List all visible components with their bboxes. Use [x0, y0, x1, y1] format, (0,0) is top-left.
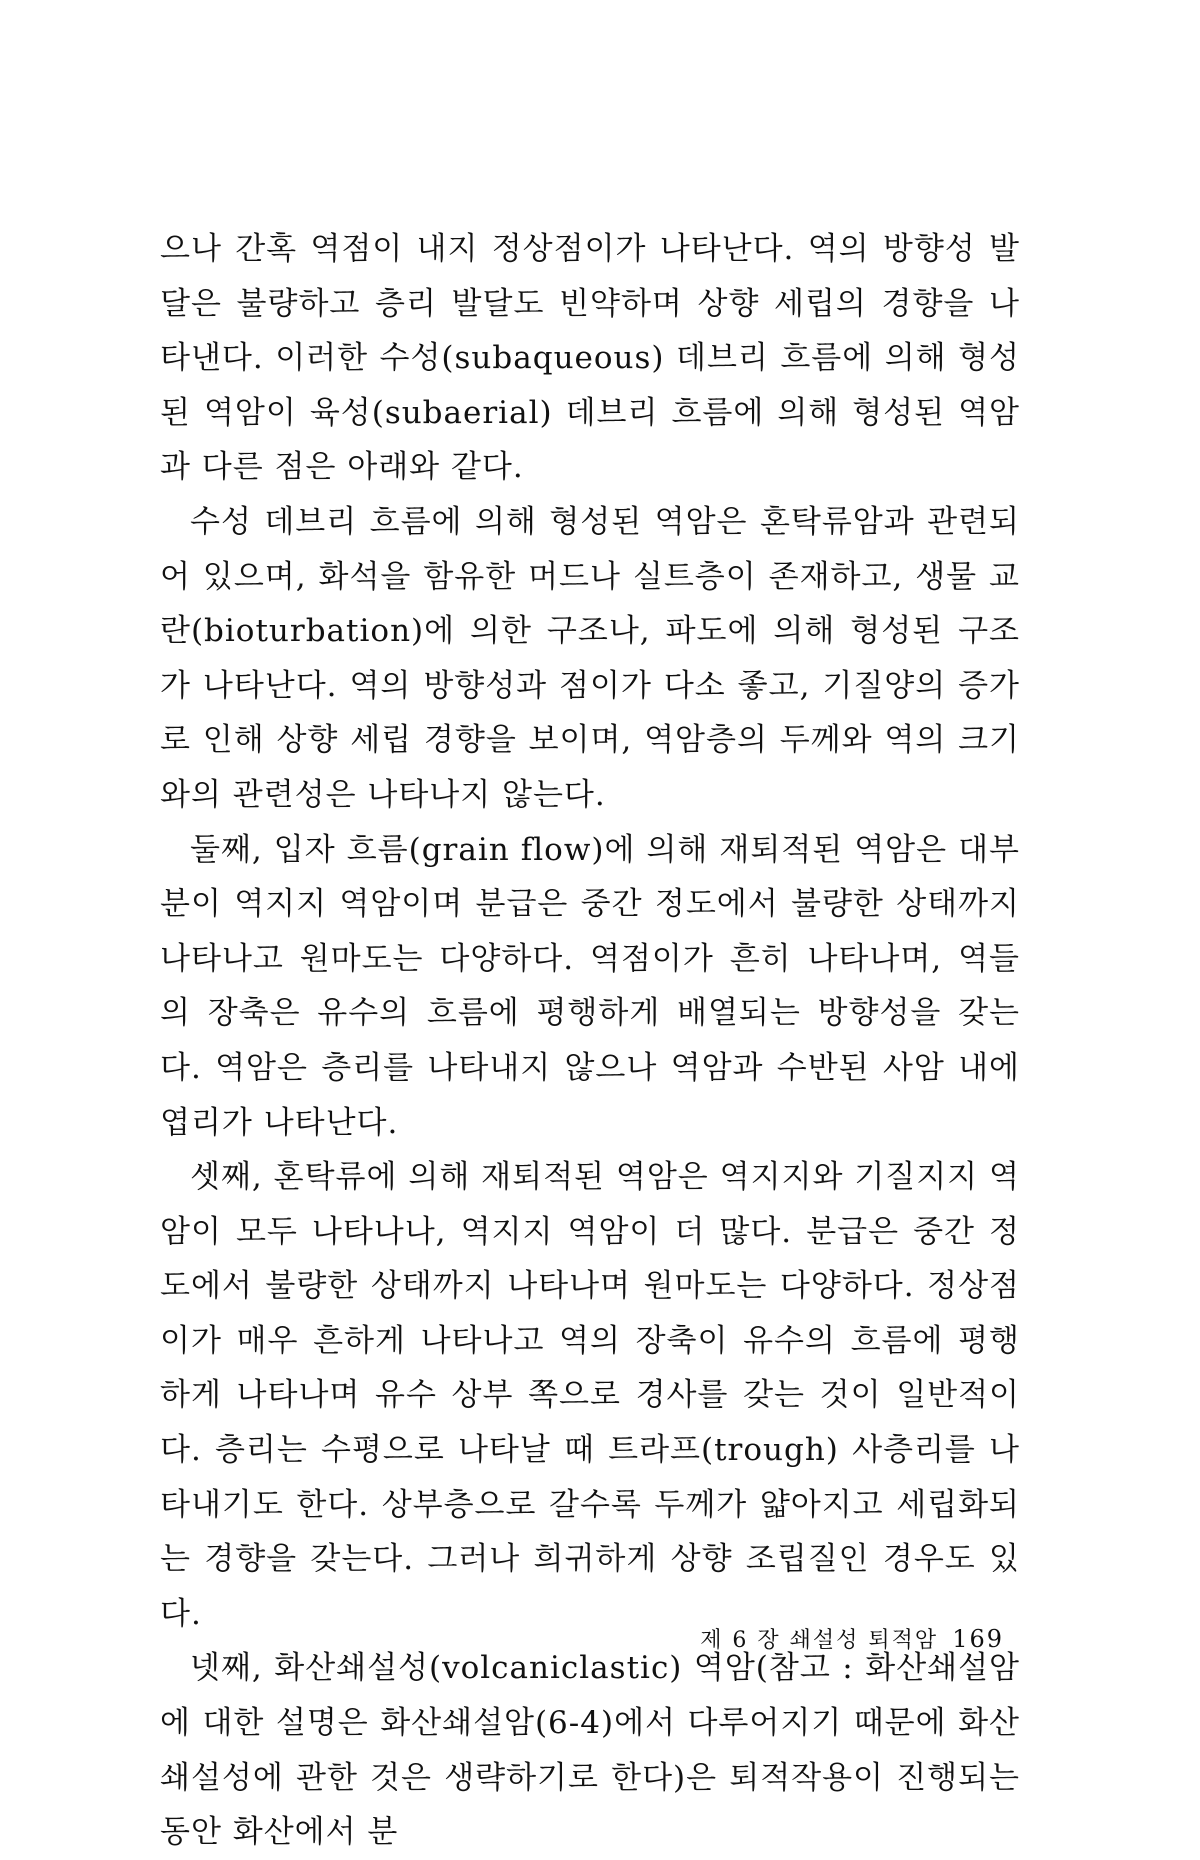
paragraph-3: 둘째, 입자 흐름(grain flow)에 의해 재퇴적된 역암은 대부분이 역지지 역암이며 분급은 중간 정도에서 불량한 상태까지 나타나고 원마도는 다양하다. 역점이가 흔히 나타나며, 역들의 장축은 유수의 흐름에 평행하게 배열되는 방향성을 갖는다. 역암은 층리를 나타내지 않으나 역암과 수반된 사암 내에 엽리가 나타난다. — [160, 831, 1020, 1141]
page-footer — [700, 1623, 1004, 1654]
paragraph-1: 으나 간혹 역점이 내지 정상점이가 나타난다. 역의 방향성 발달은 불량하고 층리 발달도 빈약하며 상향 세립의 경향을 나타낸다. 이러한 수성(subaqueous) 데브리 흐름에 의해 형성된 역암이 육성(subaerial) 데브리 흐름에 의해 형성된 역암과 다른 점은 아래와 같다. — [160, 231, 1020, 486]
main-text — [160, 222, 1020, 1860]
paragraph-4: 셋째, 혼탁류에 의해 재퇴적된 역암은 역지지와 기질지지 역암이 모두 나타나나, 역지지 역암이 더 많다. 분급은 중간 정도에서 불량한 상태까지 나타나며 원마도는 다양하다. 정상점이가 매우 흔하게 나타나고 역의 장축이 유수의 흐름에 평행하게 나타나며 유수 상부 쪽으로 경사를 갖는 것이 일반적이다. 층리는 수평으로 나타날 때 트라프(trough) 사층리를 나타내기도 한다. 상부층으로 갈수록 두께가 얇아지고 세립화되는 경향을 갖는다. 그러나 희귀하게 상향 조립질인 경우도 있다. — [160, 1159, 1020, 1632]
paragraph-5: 넷째, 화산쇄설성(volcaniclastic) 역암(참고 : 화산쇄설암에 대한 설명은 화산쇄설암(6-4)에서 다루어지기 때문에 화산쇄설성에 관한 것은 생략하기로 한다)은 퇴적작용이 진행되는 동안 화산에서 분 — [160, 1650, 1020, 1851]
page-number: 169 — [952, 1625, 1004, 1653]
chapter-title: 제 6 장 쇄설성 퇴적암 — [700, 1628, 939, 1653]
paragraph-2: 수성 데브리 흐름에 의해 형성된 역암은 혼탁류암과 관련되어 있으며, 화석을 함유한 머드나 실트층이 존재하고, 생물 교란(bioturbation)에 의한 구조나, 파도에 의해 형성된 구조가 나타난다. 역의 방향성과 점이가 다소 좋고, 기질양의 증가로 인해 상향 세립 경향을 보이며, 역암층의 두께와 역의 크기와의 관련성은 나타나지 않는다. — [160, 503, 1020, 813]
